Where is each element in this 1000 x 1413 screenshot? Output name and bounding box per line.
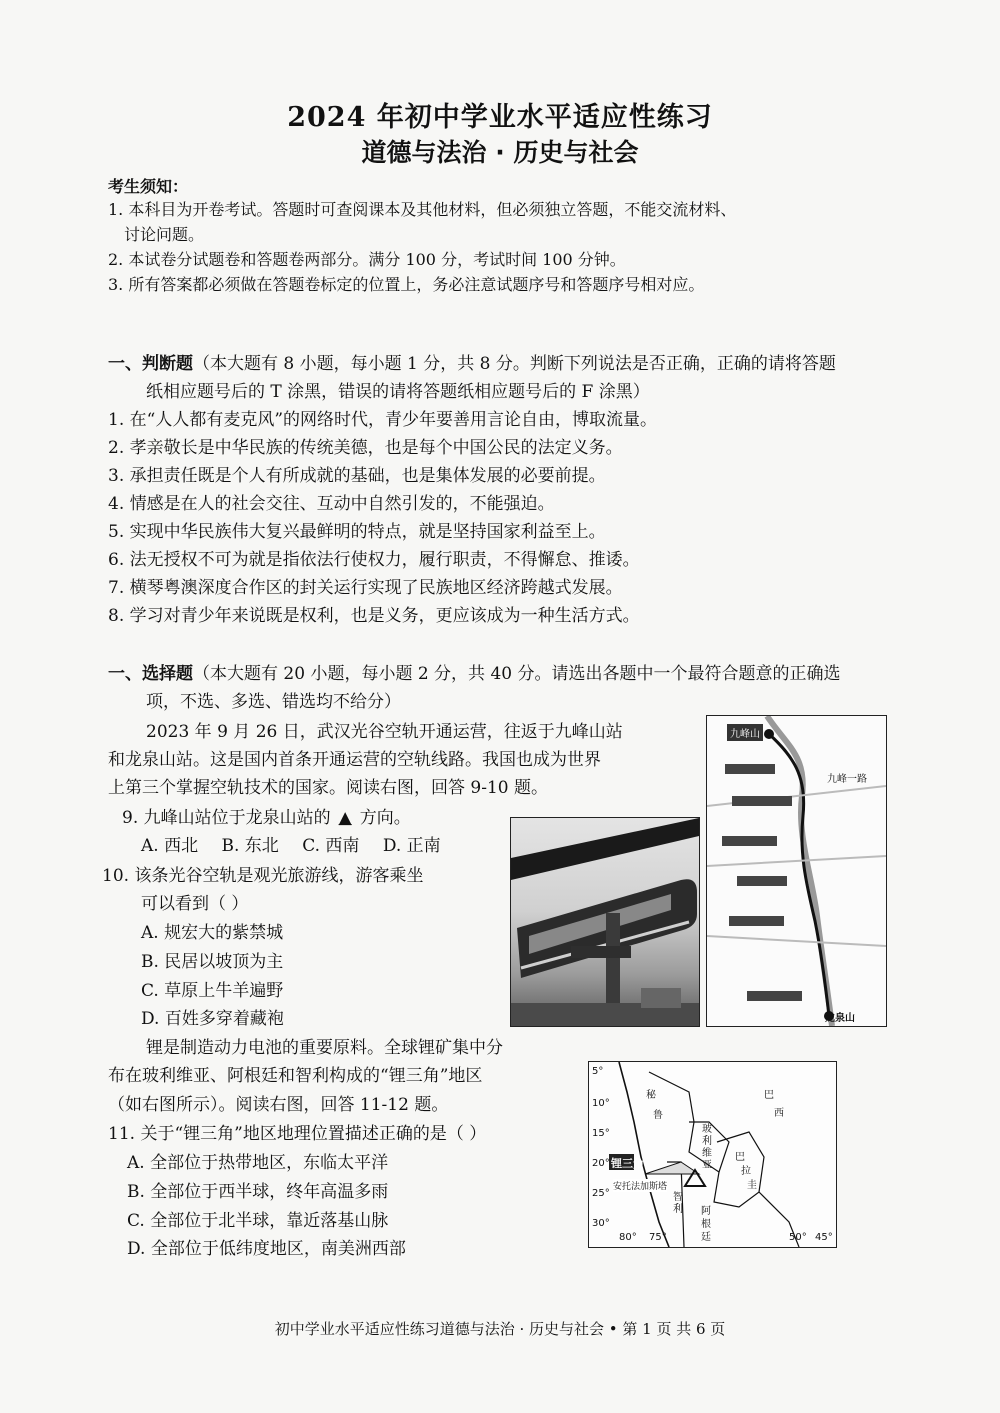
city-label: 安托法加斯塔 bbox=[613, 1179, 667, 1192]
option-a: A. 全部位于热带地区，东临太平洋 bbox=[127, 1153, 389, 1173]
lat-label: 15° bbox=[592, 1128, 610, 1139]
question-9-stem: 9. 九峰山站位于龙泉山站的 bbox=[122, 808, 331, 828]
country-bolivia: 玻 bbox=[702, 1124, 712, 1135]
question-9 bbox=[122, 807, 411, 829]
route-map bbox=[706, 715, 887, 1027]
option-b: B. 民居以坡顶为主 bbox=[141, 952, 284, 972]
passage-line: 上第三个掌握空轨技术的国家。阅读右图，回答 9-10 题。 bbox=[108, 778, 548, 798]
station-label-top: 九峰山 bbox=[727, 724, 763, 741]
lat-label: 20° bbox=[592, 1158, 610, 1169]
judgement-item-1: 1. 在“人人都有麦克风”的网络时代，青少年要善用言论自由，博取流量。 bbox=[108, 410, 658, 430]
lon-label: 45° bbox=[815, 1232, 833, 1243]
section1-desc-cont: 纸相应题号后的 T 涂黑，错误的请将答题纸相应题号后的 F 涂黑） bbox=[146, 382, 650, 402]
lat-label: 5° bbox=[592, 1066, 604, 1077]
passage-line: 锂是制造动力电池的重要原料。全球锂矿集中分 bbox=[146, 1038, 503, 1058]
station-label-bottom: 龙泉山 bbox=[825, 1013, 855, 1024]
country-bolivia: 维 bbox=[702, 1148, 712, 1159]
option-a: A. 西北 bbox=[141, 836, 199, 856]
country-paraguay: 圭 bbox=[747, 1180, 757, 1191]
option-c: C. 全部位于北半球，靠近落基山脉 bbox=[127, 1211, 389, 1231]
option-d: D. 全部位于低纬度地区，南美洲西部 bbox=[127, 1239, 406, 1259]
lon-label: 80° bbox=[619, 1232, 637, 1243]
country-argentina: 廷 bbox=[701, 1232, 711, 1243]
section2-heading: 一、选择题 bbox=[108, 664, 193, 684]
lat-label: 10° bbox=[592, 1098, 610, 1109]
passage-line: 布在玻利维亚、阿根廷和智利构成的“锂三角”地区 bbox=[108, 1066, 483, 1086]
question-10-stem: 10. 该条光谷空轨是观光旅游线，游客乘坐 bbox=[102, 866, 424, 886]
section2-desc: （本大题有 20 小题，每小题 2 分，共 40 分。请选出各题中一个最符合题意的正确选 bbox=[193, 664, 841, 684]
passage-line: （如右图所示）。阅读右图，回答 11-12 题。 bbox=[108, 1095, 449, 1115]
country-chile: 利 bbox=[673, 1204, 683, 1215]
judgement-item-7: 7. 横琴粤澳深度合作区的封关运行实现了民族地区经济跨越式发展。 bbox=[108, 578, 623, 598]
judgement-item-4: 4. 情感是在人的社会交往、互动中自然引发的，不能强迫。 bbox=[108, 494, 555, 514]
answer-blank: ▲ bbox=[338, 808, 352, 828]
section2-desc-cont: 项，不选、多选、错选均不给分） bbox=[146, 692, 401, 712]
notice-line: 2. 本试卷分试题卷和答题卷两部分。满分 100 分，考试时间 100 分钟。 bbox=[108, 250, 626, 269]
lon-label: 75° bbox=[649, 1232, 667, 1243]
country-peru: 鲁 bbox=[653, 1110, 663, 1121]
section1-header bbox=[108, 353, 836, 375]
passage-line: 和龙泉山站。这是国内首条开通运营的空轨线路。我国也成为世界 bbox=[108, 750, 601, 770]
option-d: D. 百姓多穿着藏袍 bbox=[141, 1009, 284, 1029]
country-chile: 智 bbox=[673, 1192, 683, 1203]
question-11-stem: 11. 关于“锂三角”地区地理位置描述正确的是（ ） bbox=[108, 1124, 487, 1144]
option-b: B. 全部位于西半球，终年高温多雨 bbox=[127, 1182, 389, 1202]
notice-line: 3. 所有答案都必须做在答题卷标定的位置上，务必注意试题序号和答题序号相对应。 bbox=[108, 275, 705, 294]
question-9-tail: 方向。 bbox=[359, 808, 411, 828]
question-10-stem-cont: 可以看到（ ） bbox=[141, 894, 249, 914]
notice-heading: 考生须知： bbox=[108, 177, 189, 196]
country-brazil: 西 bbox=[774, 1108, 784, 1119]
notice-line: 讨论问题。 bbox=[124, 225, 205, 244]
exam-title: 2024 年初中学业水平适应性练习 bbox=[287, 102, 713, 133]
judgement-item-6: 6. 法无授权不可为就是指依法行使权力，履行职责，不得懈怠、推诿。 bbox=[108, 550, 640, 570]
judgement-item-8: 8. 学习对青少年来说既是权利，也是义务，更应该成为一种生活方式。 bbox=[108, 606, 640, 626]
option-a: A. 规宏大的紫禁城 bbox=[141, 923, 284, 943]
option-c: C. 西南 bbox=[302, 836, 360, 856]
country-paraguay: 巴 bbox=[735, 1152, 745, 1163]
country-paraguay: 拉 bbox=[741, 1166, 751, 1177]
lat-label: 30° bbox=[592, 1218, 610, 1229]
country-argentina: 根 bbox=[701, 1219, 711, 1230]
lon-label: 50° bbox=[789, 1232, 807, 1243]
judgement-item-3: 3. 承担责任既是个人有所成就的基础，也是集体发展的必要前提。 bbox=[108, 466, 606, 486]
section1-desc: （本大题有 8 小题，每小题 1 分，共 8 分。判断下列说法是否正确，正确的请将答题 bbox=[193, 354, 836, 374]
map-road-label: 九峰一路 bbox=[827, 774, 867, 785]
passage-line: 2023 年 9 月 26 日，武汉光谷空轨开通运营，往返于九峰山站 bbox=[146, 722, 623, 742]
option-c: C. 草原上牛羊遍野 bbox=[141, 981, 284, 1001]
country-argentina: 阿 bbox=[701, 1206, 711, 1217]
country-bolivia: 利 bbox=[702, 1136, 712, 1147]
triangle-label: 锂三角 bbox=[611, 1157, 644, 1170]
option-b: B. 东北 bbox=[221, 836, 279, 856]
lithium-triangle-map bbox=[588, 1061, 837, 1248]
judgement-item-5: 5. 实现中华民族伟大复兴最鲜明的特点，就是坚持国家利益至上。 bbox=[108, 522, 606, 542]
country-brazil: 巴 bbox=[764, 1090, 774, 1101]
exam-subtitle: 道德与法治 · 历史与社会 bbox=[361, 138, 639, 167]
option-d: D. 正南 bbox=[382, 836, 441, 856]
notice-line: 1. 本科目为开卷考试。答题时可查阅课本及其他材料，但必须独立答题，不能交流材料、 bbox=[108, 200, 737, 219]
monorail-photo bbox=[510, 817, 700, 1027]
section1-heading: 一、判断题 bbox=[108, 354, 193, 374]
country-bolivia: 亚 bbox=[702, 1160, 712, 1171]
lat-label: 25° bbox=[592, 1188, 610, 1199]
judgement-item-2: 2. 孝亲敬长是中华民族的传统美德，也是每个中国公民的法定义务。 bbox=[108, 438, 623, 458]
country-peru: 秘 bbox=[646, 1090, 656, 1101]
question-9-options bbox=[141, 835, 441, 857]
page-footer: 初中学业水平适应性练习道德与法治 · 历史与社会 • 第 1 页 共 6 页 bbox=[274, 1320, 726, 1338]
section2-header bbox=[108, 663, 841, 685]
